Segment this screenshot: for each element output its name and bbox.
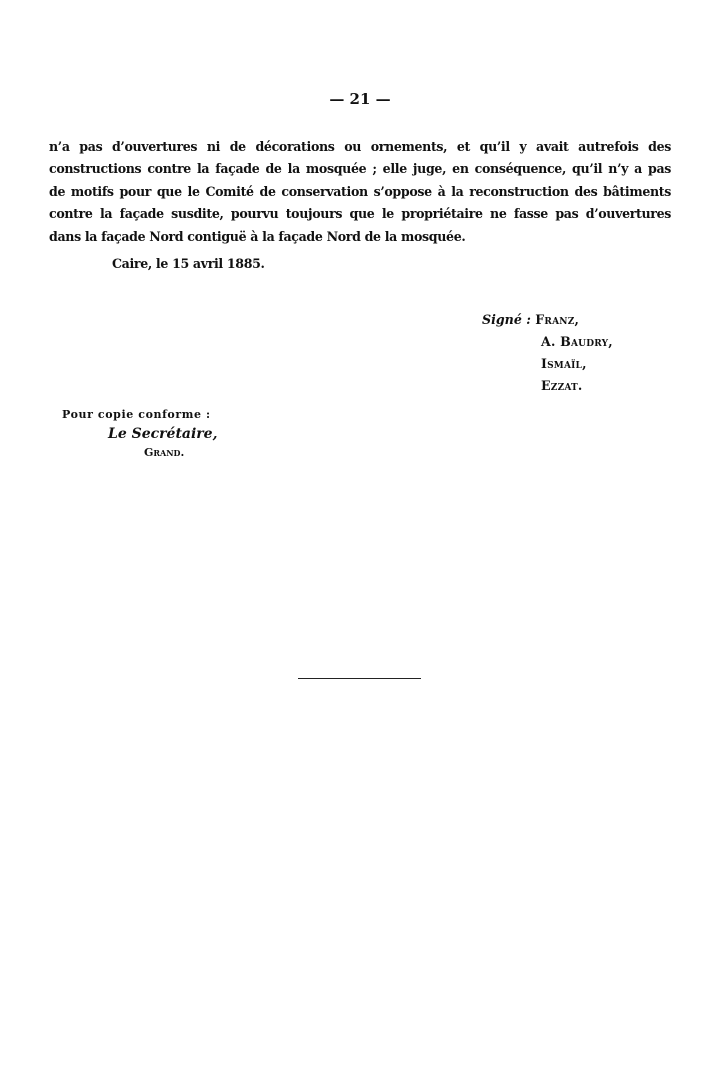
closing-rule [298,678,421,679]
signature-block [482,309,613,397]
signature-first-row [482,309,613,331]
signer-ismail: Ismaïl, [541,356,587,371]
signer-baudry: A. Baudry, [541,334,613,349]
page-number: — 21 — [329,90,391,108]
signed-label: Signé : [482,312,531,327]
certification-title: Pour copie conforme : [62,408,211,421]
paragraph-line: dans la façade Nord contiguë à la façade Nord de la mosquée. [49,228,466,244]
paragraph-line: contre la façade susdite, pourvu toujours que le propriétaire ne fasse pas d’ouvertures [49,206,671,222]
body-paragraph [49,136,671,248]
signer-ezzat: Ezzat. [541,378,583,393]
paragraph-line: constructions contre la façade de la mosquée ; elle juge, en conséquence, qu’il n’y a pas [49,161,671,177]
date-line: Caire, le 15 avril 1885. [112,256,265,271]
certification-block [62,408,217,459]
signer-franz: Franz, [535,312,580,327]
paragraph-line: n’a pas d’ouvertures ni de décorations ou ornements, et qu’il y avait autrefois des [49,139,671,154]
paragraph-line: de motifs pour que le Comité de conservation s’oppose à la reconstruction des bâtiments [49,183,671,199]
secretary-name: Grand. [144,446,185,459]
secretary-role: Le Secrétaire, [108,426,218,442]
